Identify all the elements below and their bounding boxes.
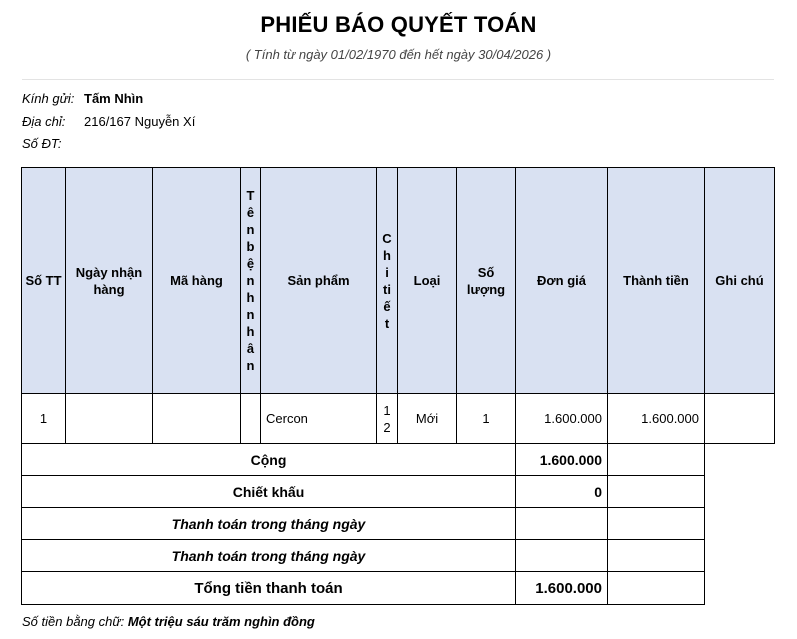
document-title: PHIẾU BÁO QUYẾT TOÁN <box>260 12 537 37</box>
discount-amount-cell <box>608 476 705 508</box>
payment2-label: Thanh toán trong tháng ngày <box>22 540 516 572</box>
phone-line <box>22 136 84 151</box>
payment1-amount-cell <box>608 508 705 540</box>
grand-total-amount-cell <box>608 572 705 605</box>
recipient-line <box>22 91 143 106</box>
total-row <box>22 444 775 476</box>
grand-total-label: Tổng tiền thanh toán <box>22 572 516 605</box>
header-type: Loại <box>398 168 457 394</box>
payment-row-2 <box>22 540 775 572</box>
row-unit-price: 1.600.000 <box>516 394 608 444</box>
date-range-subtitle: ( Tính từ ngày 01/02/1970 đến hết ngày 30/04/2026 ) <box>245 47 552 62</box>
discount-row <box>22 476 775 508</box>
payment-row-1 <box>22 508 775 540</box>
phone-label: Số ĐT: <box>22 136 62 151</box>
header-unit-price: Đơn giá <box>516 168 608 394</box>
total-amount-cell <box>608 444 705 476</box>
grand-total-value: 1.600.000 <box>516 572 608 605</box>
amount-in-words-label: Số tiền bằng chữ: <box>22 614 125 629</box>
header-note: Ghi chú <box>705 168 775 394</box>
row-product: Cercon <box>261 394 377 444</box>
header-qty: Số lượng <box>457 168 516 394</box>
discount-value: 0 <box>516 476 608 508</box>
header-product: Sản phẩm <box>261 168 377 394</box>
row-note <box>705 394 775 444</box>
table-header-row <box>22 168 775 394</box>
table-row <box>22 394 775 444</box>
discount-label: Chiết khấu <box>22 476 516 508</box>
header-received-date: Ngày nhận hàng <box>66 168 153 394</box>
address-line <box>22 114 195 129</box>
row-type: Mới <box>398 394 457 444</box>
payment2-value <box>516 540 608 572</box>
total-value: 1.600.000 <box>516 444 608 476</box>
row-detail: 12 <box>377 394 398 444</box>
header-patient: Tên bệnh nhân <box>241 168 261 394</box>
payment2-amount-cell <box>608 540 705 572</box>
header-amount: Thành tiền <box>608 168 705 394</box>
address-value: 216/167 Nguyễn Xí <box>84 114 196 129</box>
address-label: Địa chỉ: <box>22 114 66 129</box>
settlement-table <box>21 167 775 605</box>
row-patient <box>241 394 261 444</box>
row-qty: 1 <box>457 394 516 444</box>
header-code: Mã hàng <box>153 168 241 394</box>
header-detail: Chi tiết <box>377 168 398 394</box>
payment1-value <box>516 508 608 540</box>
row-code <box>153 394 241 444</box>
row-stt: 1 <box>22 394 66 444</box>
amount-in-words <box>22 614 315 629</box>
header-divider <box>22 79 774 80</box>
payment1-label: Thanh toán trong tháng ngày <box>22 508 516 540</box>
row-amount: 1.600.000 <box>608 394 705 444</box>
row-received-date <box>66 394 153 444</box>
header-stt: Số TT <box>22 168 66 394</box>
total-label: Cộng <box>22 444 516 476</box>
grand-total-row <box>22 572 775 605</box>
summary-blank-area <box>705 444 775 605</box>
recipient-name: Tấm Nhìn <box>84 91 144 106</box>
amount-in-words-value: Một triệu sáu trăm nghìn đồng <box>127 614 315 629</box>
recipient-label: Kính gửi: <box>22 91 75 106</box>
